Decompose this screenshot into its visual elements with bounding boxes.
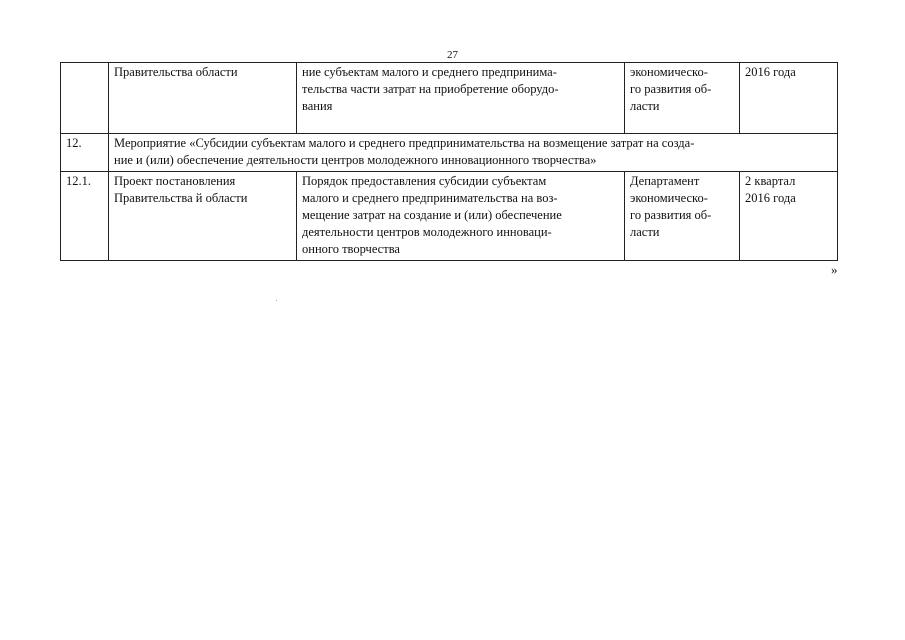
document-type-cell: Проект постановления Правительства й области — [109, 172, 297, 261]
row-number-cell: 12. — [61, 134, 109, 172]
table-row — [61, 63, 838, 134]
closing-quote: » — [831, 262, 838, 277]
table-row — [61, 172, 838, 261]
deadline-cell: 2 квартал 2016 года — [740, 172, 838, 261]
document-type-cell: Правительства области — [109, 63, 297, 134]
page-number: 27 — [447, 49, 458, 61]
document-table — [60, 62, 838, 261]
row-number-cell — [61, 63, 109, 134]
document-name-cell: Порядок предоставления субсидии субъектам малого и среднего предпринимательства на воз- мещение затрат на создание и (или) обеспечение деятельности центров молодежного инноваци- онного творчества — [297, 172, 625, 261]
document-name-cell: ние субъектам малого и среднего предпринима- тельства части затрат на приобретение оборудо- вания — [297, 63, 625, 134]
event-title-cell: Мероприятие «Субсидии субъектам малого и среднего предпринимательства на возмещение затрат на созда- ние и (или) обеспечение деятельности центров молодежного инновационного творчества» — [109, 134, 838, 172]
row-number-cell: 12.1. — [61, 172, 109, 261]
table-row — [61, 134, 838, 172]
scan-speck — [276, 300, 277, 301]
deadline-cell: 2016 года — [740, 63, 838, 134]
executor-cell: экономическо- го развития об- ласти — [625, 63, 740, 134]
executor-cell: Департамент экономическо- го развития об- ласти — [625, 172, 740, 261]
